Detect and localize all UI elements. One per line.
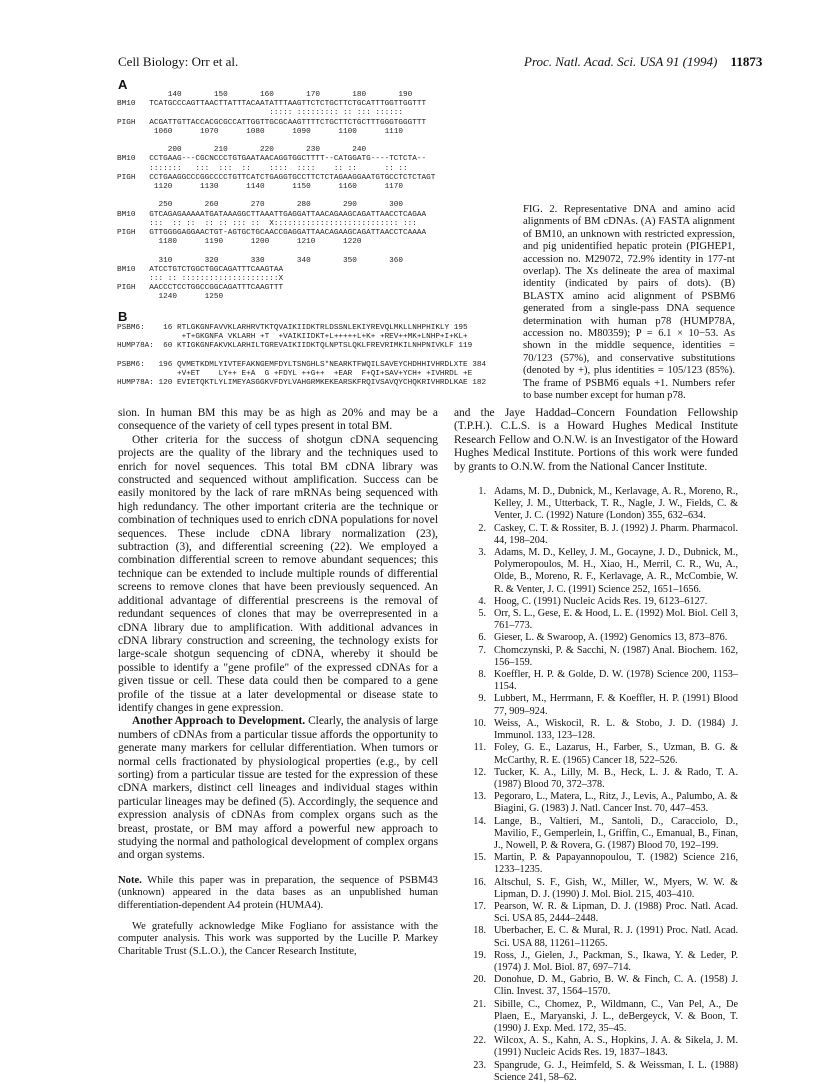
acknowledgments: We gratefully acknowledge Mike Fogliano for assistance with the computer analysis. This work was supported by the Lucille P. Markey Charitable Trust (S.L.O.), the Cancer Research Institute, (118, 920, 438, 957)
right-column (454, 407, 738, 1084)
paragraph: sion. In human BM this may be as high as 20% and may be a consequence of the variety of cell types present in total BM. (118, 407, 438, 433)
reference-text: Wilcox, A. S., Kahn, A. S., Hopkins, J. A. & Sikela, J. M. (1991) Nucleic Acids Res. 19, 1837–1843. (494, 1035, 738, 1059)
figure-caption: FIG. 2. Representative DNA and amino acid alignments of BM cDNAs. (A) FASTA alignment of BM10, an unknown with restricted expression, and pig unidentified hepatic protein (PIGHEP1, accession no. M29072, 72.9% identity in 177-nt overlap). The Xs delineate the area of maximal identity (indicated by pairs of dots). (B) BLASTX amino acid alignment of PSBM6 generated from a single-pass DNA sequence determination with human p78 (HUMP78A, accession no. M80359); P = 6.1 × 10−53. As shown in the middle sequence, identities = 70/123 (57%), and conservative substitutions (denoted by +), plus identities = 105/123 (85%). The frame of PSBM6 equals +1. Numbers refer to base number except for human p78. (523, 204, 735, 402)
page-number: 11873 (730, 54, 763, 69)
reference-text: Weiss, A., Wiskocil, R. L. & Stobo, J. D. (1984) J. Immunol. 133, 123–128. (494, 717, 738, 742)
reference-number: 8. (478, 669, 486, 681)
panel-a-label: A (118, 77, 128, 92)
reference-item (454, 596, 738, 608)
running-header-right (524, 54, 762, 70)
dna-alignment-panel-a: 140 150 160 170 180 190 BM10 TCATGCCCAGTTAACTTATTTACAATATTTAAGTTCTCTGCTTCTGCATTTGGTTGGTTT ::::: ::::::::: :: ::: :::::: PIGH ACGATTGTTACCACGCGCCATTGGTTGCGCAAGTTTTCTGCTTCTGCTTTGGGTGGGTTT 1060 1070 1080 1090 1100 1110 200 210 220 230 240 BM10 CCTGAAG---CGCNCCCTGTGAATAACAGGTGGCTTTT--CATGGATG----TCTCTA-- ::::::: ::: ::: :: :::: :::: :: :: :: :: PIGH CCTGAAGGCCCGGCCCCTGTTCATCTGAGGTGCCTTCTCTAGAAGGAATGTGCCTCTCTAGT 1120 1130 1140 1150 1160 1170 250 260 270 280 290 300 BM10 GTCAGAGAAAAATGATAAAGGCTTAAATTGAGGATTAACAGAAGCAGATTAACCTCAGAA ::: :: :: :: :: ::: :: X::::::::::::::::::::::::::: ::: PIGH GTTGGGGAGGAACTGT-AGTGCTGCAACCGAGGATTAACAGAAGCAGATTAACCTCAAAA 1180 1190 1200 1210 1220 310 320 330 340 350 360 BM10 ATCCTGTCTGGCTGGCAGATTTCAAGTAA ::: :: :::::::::::::::::::::X PIGH AACCCTCCTGGCCGGCAGATTTCAAGTTT 1240 1250 (117, 91, 436, 302)
amino-acid-alignment-panel-b: PSBM6: 16 RTLGKGNFAVVKLARHRVTKTQVAIKIIDKTRLDSSNLEKIYREVQLMKLLNHPHIKLY 195 +T+GKGNFA VKLARH +T +VAIKIIDKT+L+++++L+K+ +REV++MK+LNHP+I+KL+ HUMP78A: 60 KTIGKGNFAKVKLARHILTGREVAIKIIDKTQLNPTSLQKLFREVRIMKILNHPNIVKLF 119 PSBM6: 196 QVMETKDMLYIVTEFAKNGEMFDYLTSNGHLS*NEARKTFWQILSAVEYCHDHHIVHRDLXTE 384 +V+ET LY++ E+A G +FDYL ++G++ +EAR F+QI+SAV+YCH+ +IVHRDL +E HUMP78A: 120 EVIETQKTLYLIMEYASGGKVFDYLVAHGRMKEKEARSKFRQIVSAVQYCHQKRIVHRDLKAE 182 (117, 324, 487, 388)
reference-number: 20. (473, 974, 486, 986)
reference-item (454, 999, 738, 1036)
reference-number: 21. (473, 998, 486, 1010)
reference-number: 12. (473, 766, 486, 778)
reference-number: 11. (473, 742, 486, 754)
note-text: While this paper was in preparation, the sequence of PSBM43 (unknown) appeared in the data bases as an unpublished human differentiation-dependent A4 protein (HUMA4). (118, 874, 438, 911)
reference-item (454, 742, 738, 766)
reference-text: Foley, G. E., Lazarus, H., Farber, S., Uzman, B. G. & McCarthy, R. E. (1965) Cancer 18, 522–526. (494, 742, 738, 766)
paragraph-section (118, 715, 438, 862)
reference-text: Koeffler, H. P. & Golde, D. W. (1978) Science 200, 1153–1154. (494, 669, 738, 693)
reference-text: Uberbacher, E. C. & Mural, R. J. (1991) Proc. Natl. Acad. Sci. USA 88, 11261–11265. (494, 925, 738, 949)
reference-item (454, 693, 738, 717)
reference-number: 19. (473, 949, 486, 961)
reference-text: Hoog, C. (1991) Nucleic Acids Res. 19, 6123–6127. (494, 595, 708, 607)
reference-text: Chomczynski, P. & Sacchi, N. (1987) Anal. Biochem. 162, 156–159. (494, 644, 738, 668)
reference-text: Lange, B., Valtieri, M., Santoli, D., Caracciolo, D., Mavilio, F., Gemperlein, I., Griffin, C., Emanual, B., Finan, J., Nowell, P. & Rovera, G. (1987) Blood 70, 192–199. (494, 815, 738, 851)
reference-item (454, 852, 738, 876)
reference-item (454, 816, 738, 853)
reference-text: Spangrude, G. J., Heimfeld, S. & Weissman, I. L. (1988) Science 241, 58–62. (494, 1059, 738, 1083)
reference-item (454, 901, 738, 925)
reference-text: Adams, M. D., Kelley, J. M., Gocayne, J. D., Dubnick, M., Polymeropoulos, M. H., Xiao, H., Merril, C. R., Wu, A., Olde, B., Moreno, R. F., Kerlavage, A. R., McCombie, W. R. & Venter, J. C. (1991) Science 252, 1651–1656. (494, 547, 738, 595)
reference-text: Donohue, D. M., Gabrio, B. W. & Finch, C. A. (1958) J. Clin. Invest. 37, 1564–1570. (494, 974, 738, 998)
reference-number: 23. (473, 1059, 486, 1071)
reference-item (454, 767, 738, 791)
reference-text: Sibille, C., Chomez, P., Wildmann, C., Van Pel, A., De Plaen, E., Maryanski, J. L., deBergeyck, V. & Boon, T. (1990) J. Exp. Med. 172, 35–45. (494, 998, 738, 1034)
reference-item (454, 645, 738, 669)
reference-text: Tucker, K. A., Lilly, M. B., Heck, L. J. & Rado, T. A. (1987) Blood 70, 372–378. (494, 766, 738, 790)
reference-text: Altschul, S. F., Gish, W., Miller, W., Myers, W. W. & Lipman, D. J. (1990) J. Mol. Biol. 215, 403–410. (494, 876, 738, 900)
reference-text: Caskey, C. T. & Rossiter, B. J. (1992) J. Pharm. Pharmacol. 44, 198–204. (494, 522, 738, 546)
reference-number: 5. (478, 608, 486, 620)
reference-item (454, 669, 738, 693)
reference-number: 16. (473, 876, 486, 888)
reference-number: 7. (478, 644, 486, 656)
reference-item (454, 523, 738, 547)
reference-number: 10. (473, 717, 486, 729)
reference-number: 3. (478, 547, 486, 559)
paragraph: Other criteria for the success of shotgun cDNA sequencing projects are the quality of the library and the techniques used to enrich for novel sequences. This total BM cDNA library was constructed and sequenced without amplification. Success can be easily monitored by the lack of rare mRNAs being sequenced with high redundancy. The other important criteria are the technique or combination of techniques used to enrich cDNA populations for novel sequences. These include cDNA library normalization (23), subtraction (3), and differential screening (22). We employed a combination differential screen to remove abundant sequences; this technique can be extended to include multiple rounds of differential screens to remove clones that have been previously sequenced. An additional advantage of differential prescreens is the removal of redundant sequences of clones that may be overrepresented in a cDNA library due to amplification. With additional advances in cDNA library construction and screening, the technology exists for large-scale shotgun sequencing of cDNA, whereby it should be possible to identify a "gene profile" of the expressed cDNAs for a given tissue or cell. These data could then be compared to a gene profile of the tissue at a later developmental or disease state to identify changes in gene expression. (118, 433, 438, 714)
reference-number: 18. (473, 925, 486, 937)
reference-text: Pegoraro, L., Matera, L., Ritz, J., Levis, A., Palumbo, A. & Biagini, G. (1983) J. Natl. Cancer Inst. 70, 447–453. (494, 791, 738, 815)
reference-text: Ross, J., Gielen, J., Packman, S., Ikawa, Y. & Leder, P. (1974) J. Mol. Biol. 87, 697–714. (494, 949, 738, 973)
reference-number: 2. (478, 522, 486, 534)
reference-item (454, 1035, 738, 1059)
reference-item (454, 718, 738, 742)
reference-item (454, 974, 738, 998)
reference-item (454, 486, 738, 523)
reference-text: Pearson, W. R. & Lipman, D. J. (1988) Proc. Natl. Acad. Sci. USA 85, 2444–2448. (494, 900, 738, 925)
reference-item (454, 791, 738, 815)
section-text: Clearly, the analysis of large numbers of cDNAs from a particular tissue affords the opportunity to generate many markers for cellular differentiation. When tumors or normal cells fractionated by physiological properties (e.g., by cell sorting) from a particular tissue are tested for the expression of these cDNA markers, distinct cell lineages and individual stages within particular lineages may be defined (5). Accordingly, the sequence and expression analysis of cDNAs from complex organs such as the breast, prostate, or BM may afford a powerful new approach to studying the normal and pathological development of complex organs and organ systems. (118, 715, 439, 862)
reference-number: 14. (473, 815, 486, 827)
reference-text: Gieser, L. & Swaroop, A. (1992) Genomics 13, 873–876. (494, 632, 728, 644)
reference-list (454, 486, 738, 1084)
reference-text: Lubbert, M., Herrmann, F. & Koeffler, H. P. (1991) Blood 77, 909–924. (494, 693, 738, 717)
reference-item (454, 547, 738, 596)
reference-item (454, 877, 738, 901)
reference-number: 9. (478, 693, 486, 705)
reference-number: 22. (473, 1035, 486, 1047)
note-label: Note. (118, 874, 142, 886)
reference-text: Adams, M. D., Dubnick, M., Kerlavage, A. R., Moreno, R., Kelley, J. M., Utterback, T. R., Nagle, J. W., Fields, C. & Venter, J. C. (1992) Nature (London) 355, 632–634. (494, 486, 738, 522)
journal-citation: Proc. Natl. Acad. Sci. USA 91 (1994) (524, 54, 718, 69)
reference-number: 13. (473, 791, 486, 803)
running-header-left: Cell Biology: Orr et al. (118, 54, 239, 69)
reference-item (454, 950, 738, 974)
left-column (118, 407, 438, 958)
reference-text: Martin, P. & Papayannopoulou, T. (1982) Science 216, 1233–1235. (494, 852, 738, 876)
reference-item (454, 608, 738, 632)
reference-number: 1. (478, 486, 486, 498)
reference-item (454, 1060, 738, 1084)
panel-b-label: B (118, 309, 128, 324)
reference-text: Orr, S. L., Gese, E. & Hood, L. E. (1992) Mol. Biol. Cell 3, 761–773. (494, 608, 738, 632)
note (118, 875, 438, 913)
section-heading: Another Approach to Development. (132, 715, 306, 728)
acknowledgments-continued: and the Jaye Haddad–Concern Foundation Fellowship (T.P.H.). C.L.S. is a Howard Hughes Medical Institute Research Fellow and O.N.W. is an Investigator of the Howard Hughes Medical Institute. Portions of this work were funded by grants to O.N.W. from the National Cancer Institute. (454, 407, 738, 473)
reference-number: 17. (473, 900, 486, 912)
reference-number: 6. (478, 632, 486, 644)
reference-number: 4. (478, 595, 486, 607)
reference-number: 15. (473, 852, 486, 864)
reference-item (454, 632, 738, 644)
reference-item (454, 925, 738, 949)
